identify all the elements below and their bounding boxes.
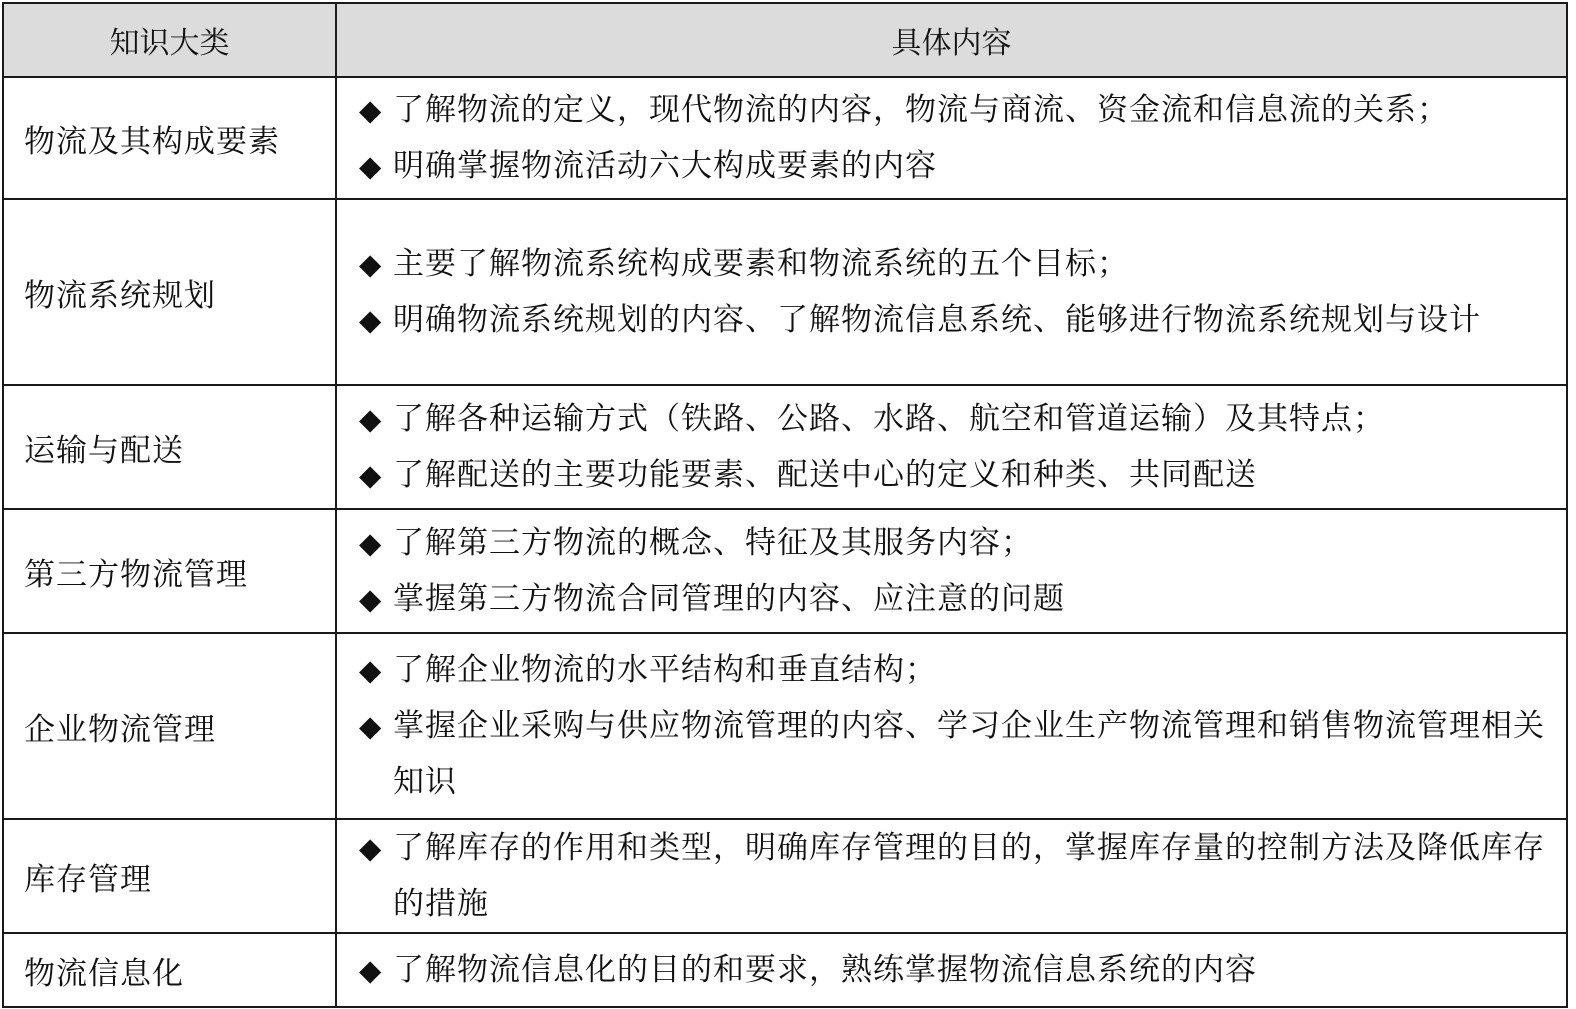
table-row [3, 199, 1567, 385]
content-item [359, 292, 1556, 348]
table-row [3, 77, 1567, 199]
table-row [3, 385, 1567, 509]
category-cell: 第三方物流管理 [3, 509, 336, 633]
content-item-text: 了解物流的定义，现代物流的内容，物流与商流、资金流和信息流的关系； [393, 92, 1449, 128]
category-cell: 物流及其构成要素 [3, 77, 336, 199]
diamond-bullet-icon: ◆ [359, 149, 383, 183]
content-item [359, 236, 1556, 292]
content-item-text: 主要了解物流系统构成要素和物流系统的五个目标； [393, 246, 1129, 282]
content-item-text: 明确掌握物流活动六大构成要素的内容 [393, 148, 937, 184]
category-cell: 库存管理 [3, 819, 336, 933]
category-cell: 物流信息化 [3, 933, 336, 1007]
content-item [359, 515, 1556, 571]
category-cell: 物流系统规划 [3, 199, 336, 385]
content-cell [336, 385, 1567, 509]
content-cell [336, 509, 1567, 633]
content-cell [336, 933, 1567, 1007]
diamond-bullet-icon: ◆ [359, 953, 383, 987]
content-item-text: 了解企业物流的水平结构和垂直结构； [393, 652, 937, 688]
diamond-bullet-icon: ◆ [359, 709, 383, 743]
diamond-bullet-icon: ◆ [359, 831, 383, 865]
diamond-bullet-icon: ◆ [359, 93, 383, 127]
knowledge-table-container [2, 2, 1566, 1002]
table-row [3, 933, 1567, 1007]
diamond-bullet-icon: ◆ [359, 653, 383, 687]
content-item [359, 391, 1556, 447]
content-item [359, 571, 1556, 627]
diamond-bullet-icon: ◆ [359, 303, 383, 337]
content-item-text: 掌握第三方物流合同管理的内容、应注意的问题 [393, 581, 1065, 617]
category-cell: 运输与配送 [3, 385, 336, 509]
table-row [3, 633, 1567, 819]
diamond-bullet-icon: ◆ [359, 247, 383, 281]
content-item-text: 了解各种运输方式（铁路、公路、水路、航空和管道运输）及其特点； [393, 401, 1385, 437]
content-item [359, 447, 1556, 503]
content-item-text: 明确物流系统规划的内容、了解物流信息系统、能够进行物流系统规划与设计 [393, 302, 1481, 338]
content-item-text: 了解库存的作用和类型，明确库存管理的目的，掌握库存量的控制方法及降低库存的措施 [393, 830, 1545, 922]
content-item [359, 942, 1556, 998]
header-content: 具体内容 [336, 3, 1567, 77]
category-cell: 企业物流管理 [3, 633, 336, 819]
content-cell [336, 77, 1567, 199]
content-item-text: 了解物流信息化的目的和要求，熟练掌握物流信息系统的内容 [393, 952, 1257, 988]
content-cell [336, 819, 1567, 933]
content-item-text: 了解配送的主要功能要素、配送中心的定义和种类、共同配送 [393, 457, 1257, 493]
diamond-bullet-icon: ◆ [359, 582, 383, 616]
content-item [359, 642, 1556, 698]
table-row [3, 819, 1567, 933]
diamond-bullet-icon: ◆ [359, 526, 383, 560]
table-row [3, 509, 1567, 633]
diamond-bullet-icon: ◆ [359, 402, 383, 436]
content-item-text: 掌握企业采购与供应物流管理的内容、学习企业生产物流管理和销售物流管理相关知识 [393, 708, 1545, 800]
content-item [359, 82, 1556, 138]
content-cell [336, 199, 1567, 385]
header-category: 知识大类 [3, 3, 336, 77]
diamond-bullet-icon: ◆ [359, 458, 383, 492]
content-item [359, 698, 1556, 810]
content-item-text: 了解第三方物流的概念、特征及其服务内容； [393, 525, 1033, 561]
header-row [3, 3, 1567, 77]
content-item [359, 820, 1556, 932]
content-item [359, 138, 1556, 194]
content-cell [336, 633, 1567, 819]
knowledge-table [2, 2, 1568, 1008]
